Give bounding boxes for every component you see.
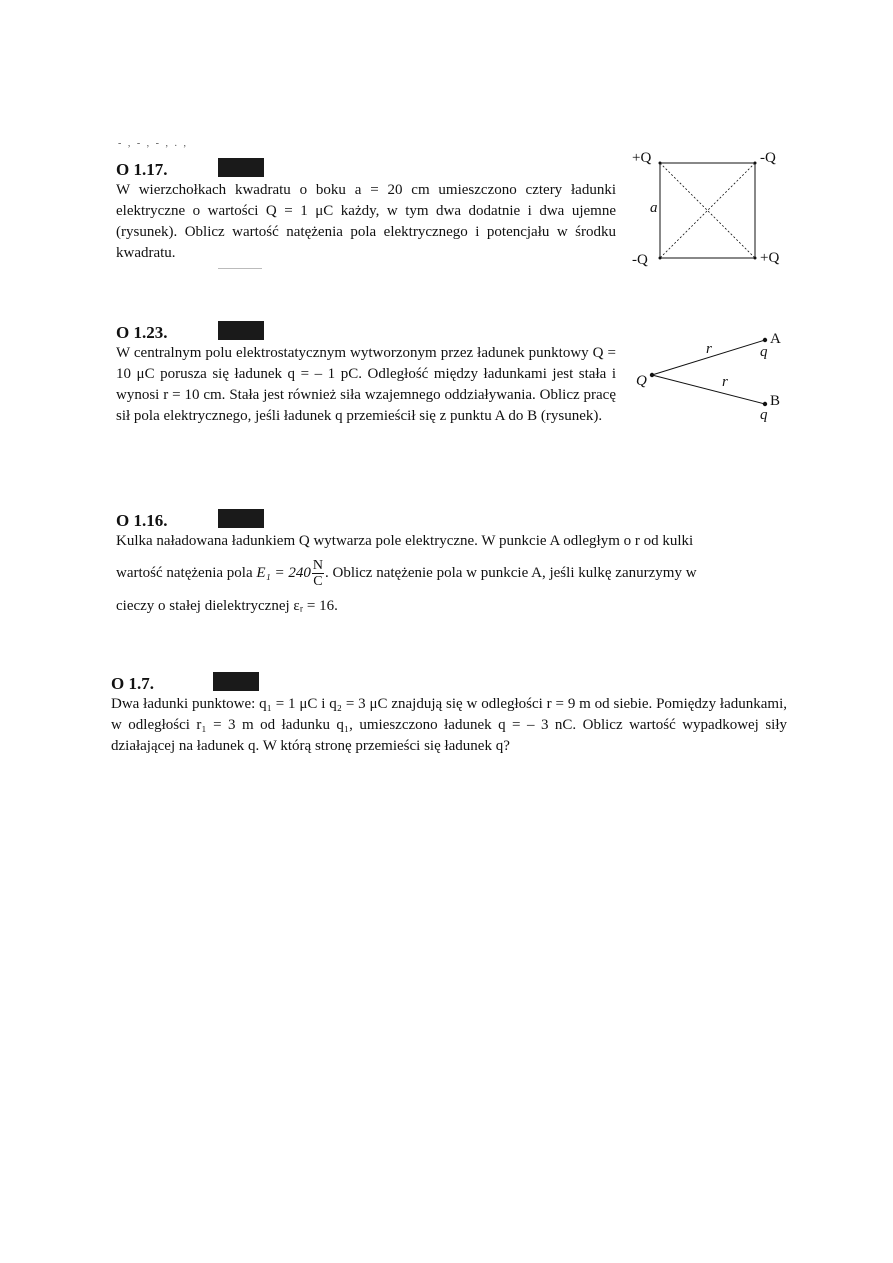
problem-1-7-heading: O 1.7. bbox=[111, 674, 154, 693]
faint-rule bbox=[218, 268, 262, 269]
label-charge-at-a: q bbox=[760, 344, 768, 360]
field-formula: E₁ = 240 bbox=[256, 565, 311, 581]
redaction-block bbox=[218, 321, 264, 340]
stray-marks: - , - , - , . , bbox=[118, 138, 188, 149]
unit-denominator: C bbox=[313, 574, 323, 590]
label-distance-bottom: r bbox=[722, 374, 728, 390]
problem-1-7-text: Dwa ładunki punktowe: q₁ = 1 μC i q₂ = 3 μC znajdują się w odległości r = 9 m od siebie. Pomiędzy ładunkami, w odległości r₁ = 3 m od ładunku q₁, umieszczono ładunek q = – 3 nC. Oblicz wartość wypadkowej siły działającej na ładunek q. W którą stronę przemieści się ładunek q? bbox=[111, 696, 787, 754]
label-distance-top: r bbox=[706, 341, 712, 357]
label-side-length: a bbox=[650, 200, 658, 216]
line-2-prefix: wartość natężenia pola bbox=[116, 565, 253, 581]
redaction-block bbox=[218, 158, 264, 177]
label-charge-at-b: q bbox=[760, 407, 768, 423]
problem-1-23-heading: O 1.23. bbox=[116, 323, 168, 342]
redaction-block bbox=[218, 509, 264, 528]
problem-1-17-heading: O 1.17. bbox=[116, 160, 168, 179]
label-point-a: A bbox=[770, 331, 781, 347]
problem-1-16-line-1: Kulka naładowana ładunkiem Q wytwarza pole elektryczne. W punkcie A odległym o r od kulki bbox=[116, 533, 694, 549]
label-point-b: B bbox=[770, 393, 781, 409]
label-bottom-right-charge: +Q bbox=[760, 250, 780, 266]
unit-numerator: N bbox=[312, 558, 323, 574]
label-top-left-charge: +Q bbox=[632, 150, 652, 166]
label-source-charge: Q bbox=[636, 373, 647, 389]
label-top-right-charge: -Q bbox=[760, 150, 776, 166]
charged-square-diagram bbox=[655, 158, 765, 268]
problem-1-16-heading: O 1.16. bbox=[116, 511, 168, 530]
unit-fraction bbox=[312, 558, 324, 589]
problem-1-16-line-2 bbox=[116, 555, 781, 591]
label-bottom-left-charge: -Q bbox=[632, 252, 648, 268]
redaction-block bbox=[213, 672, 259, 691]
problem-1-17-text: W wierzchołkach kwadratu o boku a = 20 cm umieszczono cztery ładunki elektryczne o wartości Q = 1 μC każdy, w tym dwa dodatnie i dwa ujemne (rysunek). Oblicz wartość natężenia pola elektrycznego i potencjału w środku kwadratu. bbox=[116, 182, 616, 261]
problem-1-23-text: W centralnym polu elektrostatycznym wytworzonym przez ładunek punktowy Q = 10 μC porusza się ładunek q = – 1 pC. Odległość między ładunkami jest stała i wynosi r = 10 cm. Stała jest również siła wzajemnego oddziaływania. Oblicz pracę sił pola elektrycznego, jeśli ładunek q przemieścił się z punktu A do B (rysunek). bbox=[116, 345, 616, 424]
line-2-suffix: . Oblicz natężenie pola w punkcie A, jeśli kulkę zanurzymy w bbox=[324, 565, 697, 581]
problem-1-16-line-3: cieczy o stałej dielektrycznej εᵣ = 16. bbox=[116, 598, 338, 614]
